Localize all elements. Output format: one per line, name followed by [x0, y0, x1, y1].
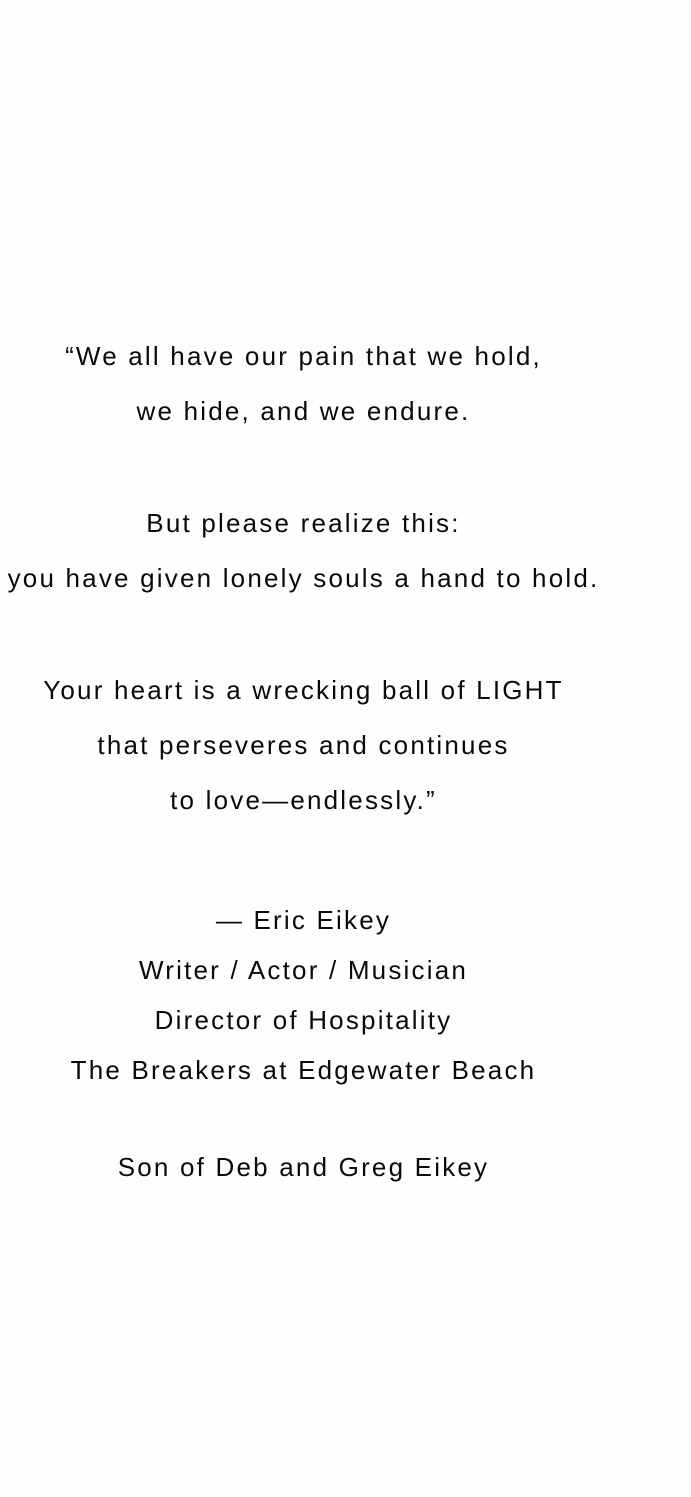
- quote-line: you have given lonely souls a hand to hold.: [7, 563, 600, 593]
- closing-paragraph: [0, 1142, 607, 1192]
- attribution-role: Writer / Actor / Musician: [138, 955, 469, 985]
- quote-paragraph-3: [0, 663, 607, 828]
- quote-line: Your heart is a wrecking ball of LIGHT: [43, 675, 564, 705]
- quote-line: to love—endlessly.”: [170, 785, 437, 815]
- quote-paragraph-2: [0, 496, 607, 606]
- quote-line: “We all have our pain that we hold,: [65, 341, 542, 371]
- quote-line: we hide, and we endure.: [136, 396, 471, 426]
- attribution-title: Director of Hospitality: [154, 1005, 453, 1035]
- attribution-name: — Eric Eikey: [215, 905, 392, 935]
- quote-line: that perseveres and continues: [97, 730, 510, 760]
- quote-line: But please realize this:: [146, 508, 461, 538]
- quote-paragraph-1: [0, 329, 607, 439]
- quote-attribution: [0, 895, 607, 1095]
- quote-text-block: [0, 329, 607, 1192]
- closing-line: Son of Deb and Greg Eikey: [117, 1152, 490, 1182]
- attribution-organization: The Breakers at Edgewater Beach: [70, 1055, 537, 1085]
